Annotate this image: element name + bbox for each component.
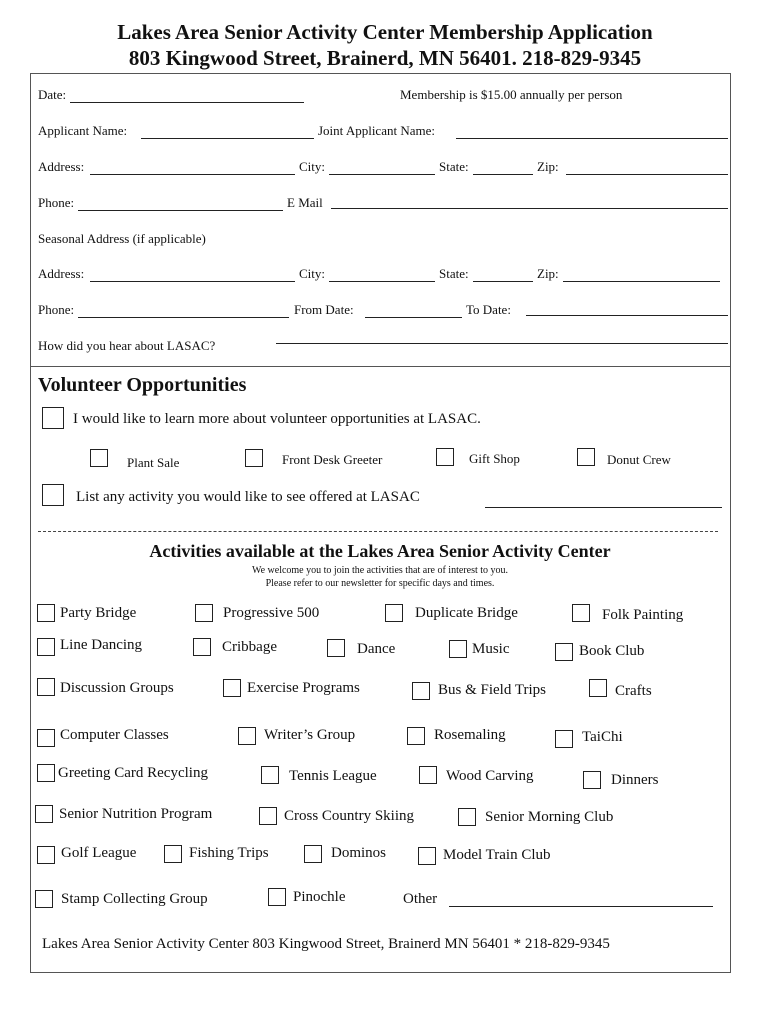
writers-group-checkbox[interactable] (238, 727, 256, 745)
seasonal-zip-field[interactable] (563, 281, 720, 282)
pinochle-label: Pinochle (293, 889, 346, 905)
tennis-league-checkbox[interactable] (261, 766, 279, 784)
from-date-label: From Date: (294, 302, 354, 317)
hear-about-field[interactable] (276, 343, 728, 344)
hear-about-label: How did you hear about LASAC? (38, 338, 216, 353)
plant-sale-checkbox[interactable] (90, 449, 108, 467)
dance-checkbox[interactable] (327, 639, 345, 657)
progressive-500-label: Progressive 500 (223, 605, 320, 621)
crafts-label: Crafts (615, 683, 652, 699)
city-label: City: (299, 159, 326, 174)
seasonal-address-field[interactable] (90, 281, 295, 282)
form-title: Lakes Area Senior Activity Center Membership Application (117, 20, 653, 44)
folk-painting-label: Folk Painting (602, 607, 684, 623)
footer-text: Lakes Area Senior Activity Center 803 Kingwood Street, Brainerd MN 56401 * 218-829-9345 (42, 936, 610, 952)
cross-country-skiing-checkbox[interactable] (259, 807, 277, 825)
duplicate-bridge-label: Duplicate Bridge (415, 605, 518, 621)
wood-carving-label: Wood Carving (446, 768, 534, 784)
music-label: Music (472, 641, 510, 657)
music-checkbox[interactable] (449, 640, 467, 658)
front-desk-greeter-label: Front Desk Greeter (282, 452, 383, 467)
gift-shop-label: Gift Shop (469, 451, 520, 466)
dinners-label: Dinners (611, 772, 659, 788)
address-label: Address: (38, 159, 85, 174)
seasonal-city-label: City: (299, 266, 326, 281)
dance-label: Dance (357, 641, 396, 657)
tennis-league-label: Tennis League (289, 768, 377, 784)
rosemaling-label: Rosemaling (434, 727, 506, 743)
fishing-trips-label: Fishing Trips (189, 845, 269, 861)
fishing-trips-checkbox[interactable] (164, 845, 182, 863)
bus-field-trips-label: Bus & Field Trips (438, 682, 546, 698)
cribbage-label: Cribbage (222, 639, 277, 655)
seasonal-phone-field[interactable] (78, 317, 289, 318)
activities-heading: Activities available at the Lakes Area Senior Activity Center (149, 541, 611, 561)
volunteer-heading: Volunteer Opportunities (38, 374, 247, 396)
bus-field-trips-checkbox[interactable] (412, 682, 430, 700)
activities-welcome: We welcome you to join the activities that are of interest to you. (251, 565, 509, 576)
email-field[interactable] (331, 208, 728, 209)
duplicate-bridge-checkbox[interactable] (385, 604, 403, 622)
seasonal-state-field[interactable] (473, 281, 533, 282)
zip-label: Zip: (537, 159, 559, 174)
exercise-programs-label: Exercise Programs (247, 680, 360, 696)
date-field[interactable] (70, 102, 304, 103)
phone-field[interactable] (78, 210, 283, 211)
state-label: State: (439, 159, 469, 174)
taichi-checkbox[interactable] (555, 730, 573, 748)
rosemaling-checkbox[interactable] (407, 727, 425, 745)
computer-classes-label: Computer Classes (60, 727, 169, 743)
dominos-label: Dominos (331, 845, 387, 861)
front-desk-greeter-checkbox[interactable] (245, 449, 263, 467)
senior-nutrition-checkbox[interactable] (35, 805, 53, 823)
crafts-checkbox[interactable] (589, 679, 607, 697)
plant-sale-label: Plant Sale (127, 455, 180, 470)
city-field[interactable] (329, 174, 435, 175)
seasonal-state-label: State: (439, 266, 469, 281)
to-date-field[interactable] (526, 315, 728, 316)
dominos-checkbox[interactable] (304, 845, 322, 863)
pinochle-checkbox[interactable] (268, 888, 286, 906)
activities-refer: Please refer to our newsletter for specific days and times. (265, 578, 495, 589)
senior-nutrition-label: Senior Nutrition Program (59, 806, 213, 822)
email-label: E Mail (287, 195, 323, 210)
taichi-label: TaiChi (582, 729, 623, 745)
seasonal-phone-label: Phone: (38, 302, 75, 317)
party-bridge-checkbox[interactable] (37, 604, 55, 622)
exercise-programs-checkbox[interactable] (223, 679, 241, 697)
golf-league-checkbox[interactable] (37, 846, 55, 864)
line-dancing-label: Line Dancing (60, 637, 143, 653)
book-club-label: Book Club (579, 643, 645, 659)
folk-painting-checkbox[interactable] (572, 604, 590, 622)
dashed-separator (38, 531, 718, 532)
writers-group-label: Writer’s Group (264, 727, 356, 743)
volunteer-learn-more-checkbox[interactable] (42, 407, 64, 429)
other-label: Other (403, 891, 438, 907)
discussion-groups-label: Discussion Groups (60, 680, 174, 696)
model-train-club-checkbox[interactable] (418, 847, 436, 865)
list-activity-checkbox[interactable] (42, 484, 64, 506)
cribbage-checkbox[interactable] (193, 638, 211, 656)
golf-league-label: Golf League (61, 845, 137, 861)
senior-morning-club-label: Senior Morning Club (485, 809, 614, 825)
model-train-club-label: Model Train Club (443, 847, 551, 863)
list-activity-field[interactable] (485, 507, 722, 508)
volunteer-learn-more-label: I would like to learn more about volunteer opportunities at LASAC. (73, 411, 481, 427)
from-date-field[interactable] (365, 317, 462, 318)
computer-classes-checkbox[interactable] (37, 729, 55, 747)
seasonal-address-label-2: Address: (38, 266, 85, 281)
phone-label: Phone: (38, 195, 75, 210)
stamp-collecting-label: Stamp Collecting Group (61, 891, 208, 907)
seasonal-address-label: Seasonal Address (if applicable) (38, 231, 206, 246)
party-bridge-label: Party Bridge (60, 605, 137, 621)
membership-note: Membership is $15.00 annually per person (400, 87, 623, 102)
donut-crew-checkbox[interactable] (577, 448, 595, 466)
state-field[interactable] (473, 174, 533, 175)
progressive-500-checkbox[interactable] (195, 604, 213, 622)
seasonal-zip-label: Zip: (537, 266, 559, 281)
cross-country-skiing-label: Cross Country Skiing (284, 808, 415, 824)
senior-morning-club-checkbox[interactable] (458, 808, 476, 826)
discussion-groups-checkbox[interactable] (37, 678, 55, 696)
dinners-checkbox[interactable] (583, 771, 601, 789)
donut-crew-label: Donut Crew (607, 452, 671, 467)
greeting-card-recycling-label: Greeting Card Recycling (58, 765, 208, 781)
address-field[interactable] (90, 174, 295, 175)
gift-shop-checkbox[interactable] (436, 448, 454, 466)
joint-applicant-field[interactable] (456, 138, 728, 139)
applicant-name-field[interactable] (141, 138, 314, 139)
applicant-name-label: Applicant Name: (38, 123, 128, 138)
line-dancing-checkbox[interactable] (37, 638, 55, 656)
form-address-line: 803 Kingwood Street, Brainerd, MN 56401. 218-829-9345 (128, 46, 642, 70)
other-field[interactable] (449, 906, 713, 907)
section-divider (30, 366, 731, 367)
zip-field[interactable] (566, 174, 728, 175)
date-label: Date: (38, 87, 67, 102)
stamp-collecting-checkbox[interactable] (35, 890, 53, 908)
list-activity-label: List any activity you would like to see offered at LASAC (76, 489, 420, 505)
seasonal-city-field[interactable] (329, 281, 435, 282)
joint-applicant-label: Joint Applicant Name: (318, 123, 435, 138)
book-club-checkbox[interactable] (555, 643, 573, 661)
to-date-label: To Date: (466, 302, 511, 317)
greeting-card-recycling-checkbox[interactable] (37, 764, 55, 782)
wood-carving-checkbox[interactable] (419, 766, 437, 784)
